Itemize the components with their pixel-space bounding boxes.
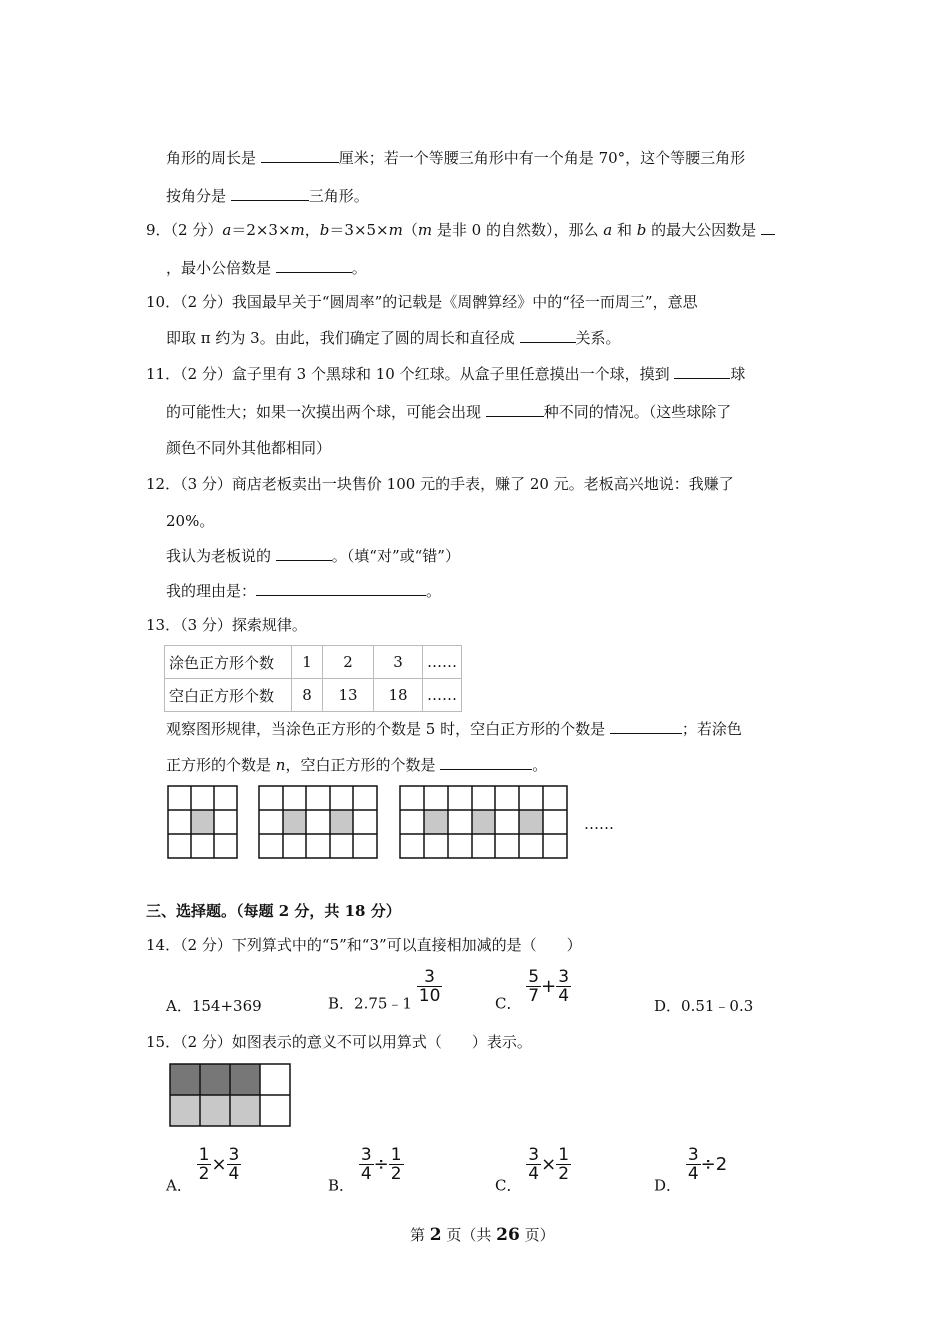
pattern-ellipsis: …… xyxy=(584,815,614,833)
text: 三角形。 xyxy=(308,187,369,205)
answer-blank[interactable] xyxy=(520,328,576,343)
denominator: 4 xyxy=(687,1164,699,1184)
q15-stem xyxy=(146,1031,532,1052)
text: 厘米；若一个等腰三角形中有一个角是 70°，这个等腰三角形 xyxy=(338,149,746,167)
numerator: 3 xyxy=(417,968,443,987)
table-cell: 13 xyxy=(323,679,374,712)
footer-text: 页） xyxy=(519,1226,555,1244)
question-number: 12． xyxy=(146,475,181,493)
figure-2 xyxy=(259,786,377,858)
text: ，最小公倍数是 xyxy=(166,259,272,277)
var: b xyxy=(636,221,647,239)
q15-option-b[interactable] xyxy=(328,1146,404,1196)
numerator: 3 xyxy=(687,1145,699,1165)
table-cell: 3 xyxy=(374,646,423,679)
var: n xyxy=(275,756,286,774)
var: a xyxy=(603,221,613,239)
text: （2 分）我国最早关于“圆周率”的记载是《周髀算经》中的“径一而周三”，意思 xyxy=(180,293,698,311)
divide-sign: ÷2 xyxy=(700,1154,728,1175)
var: a xyxy=(222,221,232,239)
var: m xyxy=(290,221,305,239)
q9-line1 xyxy=(146,219,775,240)
answer-blank[interactable] xyxy=(261,148,339,163)
text: 的可能性大；如果一次摸出两个球，可能会出现 xyxy=(166,403,482,421)
var: b xyxy=(319,221,330,239)
q12-line1 xyxy=(146,473,734,494)
q15-option-c[interactable] xyxy=(495,1146,571,1196)
text: 即取 π 约为 3。由此，我们确定了圆的周长和直径成 xyxy=(166,329,515,347)
option-label: B．2.75﹣1 xyxy=(328,994,412,1013)
table-cell: …… xyxy=(423,646,462,679)
question-number: 9． xyxy=(146,221,171,239)
text: 球 xyxy=(730,365,746,383)
numerator: 3 xyxy=(528,1145,540,1165)
q15-option-a[interactable] xyxy=(166,1146,241,1196)
q10-line1 xyxy=(146,291,698,312)
table-cell: 8 xyxy=(292,679,323,712)
table-row xyxy=(165,646,462,679)
q15-option-d[interactable] xyxy=(654,1146,727,1196)
option-label: C． xyxy=(495,1176,522,1195)
footer-text: 第 xyxy=(410,1226,430,1244)
answer-blank[interactable] xyxy=(610,719,682,734)
option-label: B． xyxy=(328,1176,355,1195)
table-cell: 2 xyxy=(323,646,374,679)
fraction-figure xyxy=(168,1062,294,1128)
numerator: 3 xyxy=(558,967,570,987)
q8-line2 xyxy=(166,185,369,206)
text: （3 分）探索规律。 xyxy=(180,616,307,634)
fraction xyxy=(227,1146,242,1183)
text: ＝2×3× xyxy=(231,221,291,239)
question-number: 13． xyxy=(146,616,181,634)
text: （2 分）下列算式中的“5”和“3”可以直接相加减的是（ ） xyxy=(180,936,582,954)
table-cell: 涂色正方形个数 xyxy=(165,646,292,679)
text: 的最大公因数是 xyxy=(646,221,757,239)
option-label: D．0.51﹣0.3 xyxy=(654,997,754,1015)
total-pages: 26 xyxy=(496,1225,520,1245)
pattern-table xyxy=(164,645,462,712)
text: 角形的周长是 xyxy=(166,149,257,167)
q13-line2 xyxy=(166,754,547,775)
answer-blank[interactable] xyxy=(486,402,544,417)
figure-3 xyxy=(400,786,567,858)
text: 种不同的情况。（这些球除了 xyxy=(543,403,732,421)
table-row xyxy=(165,679,462,712)
var: m xyxy=(417,221,433,239)
text: 我的理由是： xyxy=(166,582,257,600)
page-number: 2 xyxy=(429,1225,442,1245)
fraction xyxy=(686,1146,701,1183)
page-footer xyxy=(410,1224,555,1245)
question-number: 10． xyxy=(146,293,181,311)
table-cell: 1 xyxy=(292,646,323,679)
text: 。 xyxy=(532,756,548,774)
text: ，空白正方形的个数是 xyxy=(285,756,436,774)
denominator: 10 xyxy=(418,986,441,1006)
numerator: 1 xyxy=(198,1145,210,1165)
text: ＝3×5× xyxy=(329,221,389,239)
text: 我认为老板说的 xyxy=(166,547,272,565)
q8-line1 xyxy=(166,147,745,168)
fraction xyxy=(389,1146,404,1183)
text: ， xyxy=(304,221,320,239)
text: 是非 0 的自然数），那么 xyxy=(432,221,604,239)
q11-line2 xyxy=(166,401,731,422)
fraction xyxy=(526,968,541,1005)
score: （2 分） xyxy=(170,221,223,239)
figure-1 xyxy=(168,786,237,858)
option-label: D． xyxy=(654,1176,682,1195)
answer-blank[interactable] xyxy=(440,755,532,770)
numerator: 1 xyxy=(390,1145,402,1165)
q14-option-c[interactable] xyxy=(495,968,571,1014)
times-sign: × xyxy=(541,1154,557,1175)
q14-option-a[interactable] xyxy=(166,995,262,1016)
q13-title xyxy=(146,614,307,635)
section-title: 三、选择题。（每题 2 分，共 18 分） xyxy=(146,902,401,920)
text: （2 分）盒子里有 3 个黑球和 10 个红球。从盒子里任意摸出一个球，摸到 xyxy=(180,365,670,383)
answer-blank[interactable] xyxy=(276,546,332,561)
q12-line2 xyxy=(166,510,214,531)
table-cell: 空白正方形个数 xyxy=(165,679,292,712)
table-cell: 18 xyxy=(374,679,423,712)
denominator: 2 xyxy=(198,1164,210,1184)
text: 颜色不同外其他都相同） xyxy=(166,439,332,457)
text: 和 xyxy=(612,221,637,239)
q14-option-b[interactable] xyxy=(328,968,442,1014)
answer-blank[interactable] xyxy=(761,220,775,235)
q14-stem xyxy=(146,934,582,955)
pattern-figures xyxy=(160,780,640,865)
fraction xyxy=(197,1146,212,1183)
answer-blank[interactable] xyxy=(674,364,730,379)
fraction xyxy=(359,1146,374,1183)
question-number: 14． xyxy=(146,936,181,954)
q12-line4 xyxy=(166,580,441,601)
q11-line3 xyxy=(166,437,331,458)
q9-line2 xyxy=(166,257,367,278)
numerator: 5 xyxy=(528,967,540,987)
numerator: 3 xyxy=(228,1145,240,1165)
option-label: C． xyxy=(495,994,522,1013)
text: 20%。 xyxy=(166,512,215,530)
q13-line1 xyxy=(166,718,742,739)
text: （2 分）如图表示的意义不可以用算式（ ）表示。 xyxy=(180,1033,532,1051)
fraction xyxy=(556,968,571,1005)
text: （ xyxy=(402,221,418,239)
numerator: 1 xyxy=(558,1145,570,1165)
denominator: 4 xyxy=(528,1164,540,1184)
var: m xyxy=(388,221,403,239)
times-sign: × xyxy=(211,1154,227,1175)
denominator: 7 xyxy=(528,986,540,1006)
question-number: 15． xyxy=(146,1033,181,1051)
numerator: 3 xyxy=(360,1145,372,1165)
answer-blank[interactable] xyxy=(276,258,352,273)
text: 。（填“对”或“错”） xyxy=(331,547,460,565)
text: 关系。 xyxy=(575,329,621,347)
denominator: 4 xyxy=(360,1164,372,1184)
option-label: A．154+369 xyxy=(166,997,262,1015)
fraction xyxy=(556,1146,571,1183)
denominator: 4 xyxy=(228,1164,240,1184)
text: ；若涂色 xyxy=(681,720,742,738)
q12-line3 xyxy=(166,545,460,566)
table-cell: …… xyxy=(423,679,462,712)
text: 。 xyxy=(426,582,442,600)
answer-blank[interactable] xyxy=(231,186,309,201)
fraction xyxy=(526,1146,541,1183)
denominator: 2 xyxy=(558,1164,570,1184)
q10-line2 xyxy=(166,327,621,348)
text: （3 分）商店老板卖出一块售价 100 元的手表，赚了 20 元。老板高兴地说：我赚了 xyxy=(180,475,734,493)
answer-blank[interactable] xyxy=(256,581,426,596)
q14-option-d[interactable] xyxy=(654,995,753,1016)
plus-sign: + xyxy=(541,976,557,997)
option-label: A． xyxy=(166,1176,192,1195)
text: 按角分是 xyxy=(166,187,227,205)
question-number: 11． xyxy=(146,365,181,383)
text: 。 xyxy=(351,259,367,277)
fraction xyxy=(417,968,443,1005)
footer-text: 页（共 xyxy=(441,1226,497,1244)
q11-line1 xyxy=(146,363,745,384)
text: 正方形的个数是 xyxy=(166,756,276,774)
denominator: 2 xyxy=(390,1164,402,1184)
denominator: 4 xyxy=(558,986,570,1006)
divide-sign: ÷ xyxy=(373,1154,389,1175)
text: 观察图形规律，当涂色正方形的个数是 5 时，空白正方形的个数是 xyxy=(166,720,606,738)
